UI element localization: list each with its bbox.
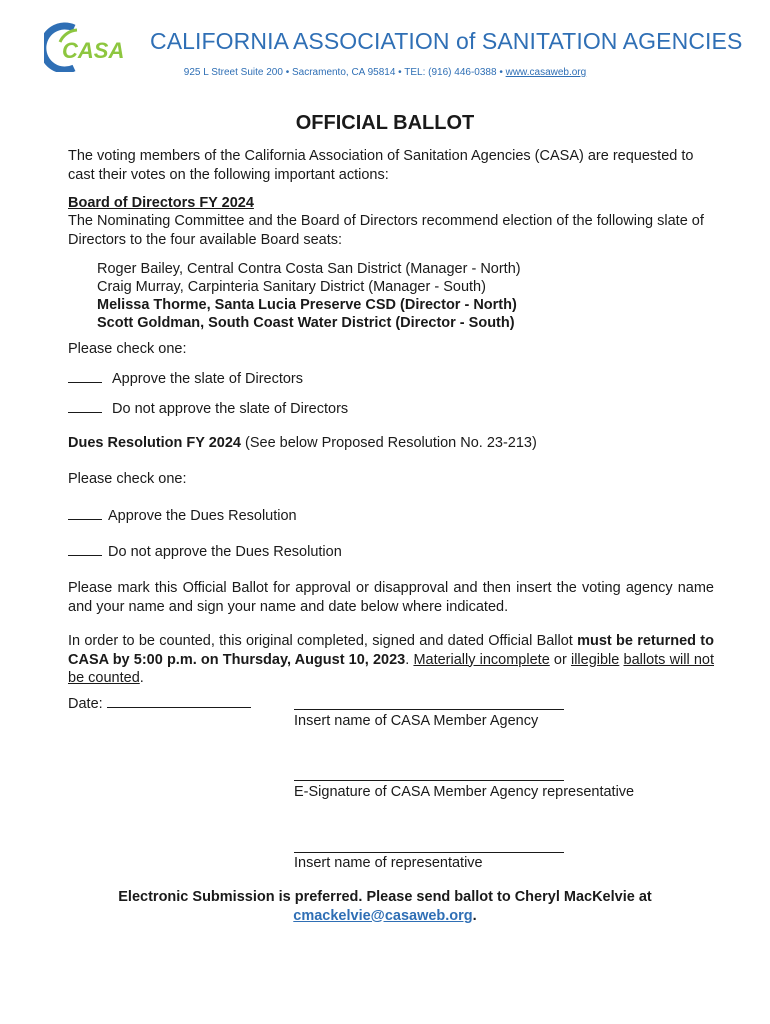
- dues-option-approve[interactable]: Approve the Dues Resolution: [68, 507, 297, 524]
- checkbox-blank[interactable]: [68, 543, 102, 556]
- dues-heading: Dues Resolution FY 2024 (See below Proposed Resolution No. 23-213): [68, 435, 537, 451]
- candidate-item: Craig Murray, Carpinteria Sanitary District (Manager - South): [97, 279, 486, 295]
- candidate-item: Scott Goldman, South Coast Water District (Director - South): [97, 315, 515, 331]
- board-heading: Board of Directors FY 2024: [68, 195, 254, 211]
- dues-option-disapprove[interactable]: Do not approve the Dues Resolution: [68, 543, 342, 560]
- logo-wordmark: CASA: [62, 38, 125, 63]
- agency-name-label: Insert name of CASA Member Agency: [294, 713, 539, 729]
- casa-logo: [44, 22, 139, 72]
- candidate-item: Melissa Thorme, Santa Lucia Preserve CSD (Director - North): [97, 297, 517, 313]
- board-option-approve[interactable]: Approve the slate of Directors: [68, 370, 303, 387]
- instructions-text: Please mark this Official Ballot for approval or disapproval and then insert the voting agency name and your name and sign your name and date below where indicated.: [68, 580, 714, 615]
- intro-text: The voting members of the California Association of Sanitation Agencies (CASA) are requested to cast their votes on the following important actions:: [68, 148, 694, 183]
- organization-address: 925 L Street Suite 200 • Sacramento, CA 95814 • TEL: (916) 446-0388 • www.casaweb.org: [183, 67, 587, 78]
- board-description: The Nominating Committee and the Board of Directors recommend election of the following slate of Directors to the four available Board seats:: [68, 213, 704, 248]
- deadline-text: In order to be counted, this original completed, signed and dated Official Ballot must be returned to CASA by 5:00 p.m. on Thursday, August 10, 2023. Materially incomplete or illegible ballots will not be counted.: [68, 633, 715, 686]
- checkbox-blank[interactable]: [68, 507, 102, 520]
- signature-label: E-Signature of CASA Member Agency representative: [294, 784, 635, 800]
- date-line[interactable]: [107, 695, 251, 708]
- checkbox-blank[interactable]: [68, 370, 102, 383]
- checkbox-blank[interactable]: [68, 400, 102, 413]
- board-option-disapprove[interactable]: Do not approve the slate of Directors: [68, 400, 348, 417]
- submission-note: Electronic Submission is preferred. Please send ballot to Cheryl MacKelvie at cmackelvie@casaweb.org.: [118, 889, 652, 924]
- representative-name-line[interactable]: [294, 852, 564, 853]
- website-link[interactable]: www.casaweb.org: [505, 67, 587, 78]
- email-link[interactable]: cmackelvie@casaweb.org: [293, 907, 473, 924]
- page-title: OFFICIAL BALLOT: [295, 112, 475, 134]
- organization-name: CALIFORNIA ASSOCIATION of SANITATION AGENCIES: [150, 28, 743, 54]
- candidate-item: Roger Bailey, Central Contra Costa San District (Manager - North): [97, 261, 521, 277]
- signature-line[interactable]: [294, 780, 564, 781]
- date-field[interactable]: Date:: [68, 695, 251, 712]
- agency-name-line[interactable]: [294, 709, 564, 710]
- board-check-prompt: Please check one:: [68, 341, 187, 357]
- dues-check-prompt: Please check one:: [68, 471, 187, 487]
- representative-name-label: Insert name of representative: [294, 855, 483, 871]
